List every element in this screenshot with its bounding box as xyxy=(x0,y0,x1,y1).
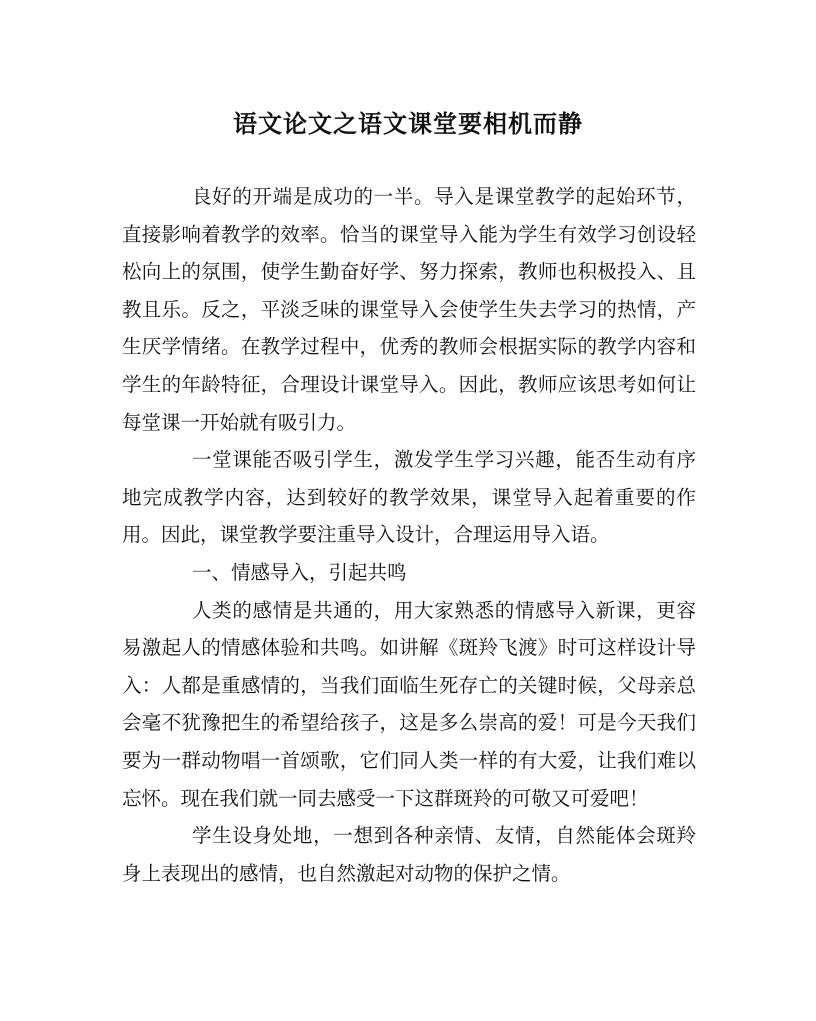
paragraph-importance: 一堂课能否吸引学生，激发学生学习兴趣，能否生动有序地完成教学内容，达到较好的教学效果，课堂导入起着重要的作用。因此，课堂教学要注重导入设计，合理运用导入语。 xyxy=(122,448,696,547)
section-heading-emotional-intro: 一、情感导入，引起共鸣 xyxy=(192,560,407,584)
document-title: 语文论文之语文课堂要相机而静 xyxy=(233,109,583,138)
paragraph-intro: 良好的开端是成功的一半。导入是课堂教学的起始环节，直接影响着教学的效率。恰当的课堂导入能为学生有效学习创设轻松向上的氛围，使学生勤奋好学、努力探索，教师也积极投入、且教且乐。反之，平淡乏味的课堂导入会使学生失去学习的热情，产生厌学情绪。在教学过程中，优秀的教师会根据实际的教学内容和学生的年龄特征，合理设计课堂导入。因此，教师应该思考如何让每堂课一开始就有吸引力。 xyxy=(122,185,696,434)
paragraph-emotional-example: 人类的感情是共通的，用大家熟悉的情感导入新课，更容易激起人的情感体验和共鸣。如讲解《斑羚飞渡》时可这样设计导入：人都是重感情的，当我们面临生死存亡的关键时候，父母亲总会毫不犹豫把生的希望给孩子，这是多么崇高的爱！可是今天我们要为一群动物唱一首颂歌，它们同人类一样的有大爱，让我们难以忘怀。现在我们就一同去感受一下这群斑羚的可敬又可爱吧！ xyxy=(122,598,696,810)
paragraph-conclusion: 学生设身处地，一想到各种亲情、友情，自然能体会斑羚身上表现出的感情，也自然激起对动物的保护之情。 xyxy=(122,824,696,885)
document-body xyxy=(122,178,696,892)
